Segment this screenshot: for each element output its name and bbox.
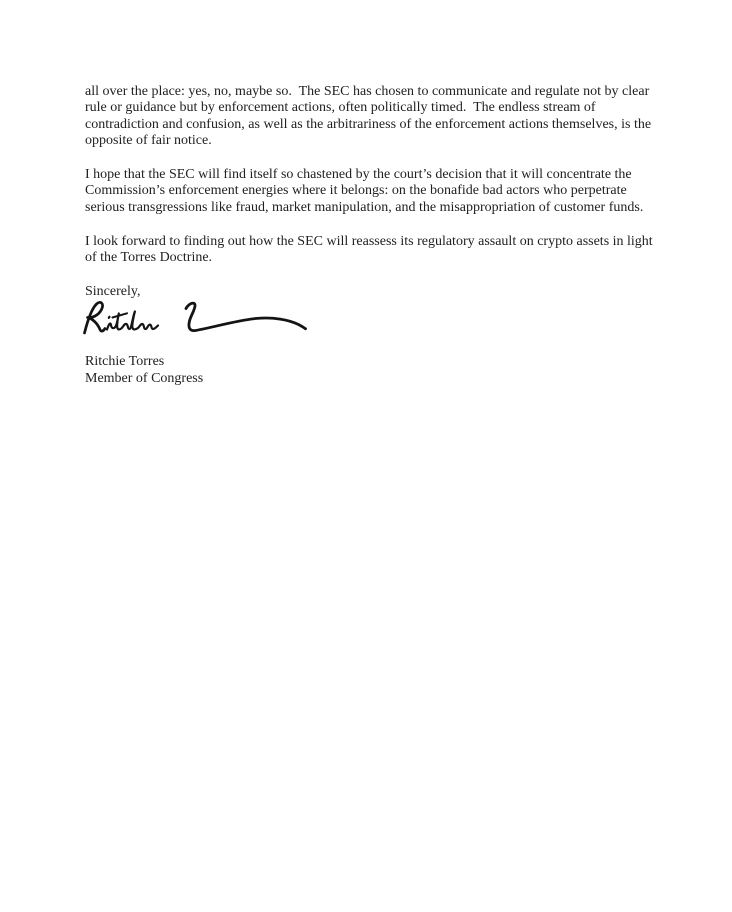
letter-closing: Sincerely, [85, 283, 141, 299]
signer-title: Member of Congress [85, 370, 204, 386]
letter-paragraph-3: I look forward to finding out how the SEC will reassess its regulatory assault on crypto assets in light of the Torres Doctrine. [85, 233, 657, 266]
letter-paragraph-1: all over the place: yes, no, maybe so. The SEC has chosen to communicate and regulate not by clear rule or guidance but by enforcement actions, often politically timed. The endless stream of contradiction and confusion, as well as the arbitrariness of the enforcement actions themselves, is the opposite of fair notice. [85, 84, 655, 149]
signer-name: Ritchie Torres [85, 354, 165, 370]
signer-block [85, 354, 663, 387]
letter-body [85, 84, 663, 387]
signature-image [85, 300, 325, 354]
letter-paragraph-2: I hope that the SEC will find itself so chastened by the court’s decision that it will concentrate the Commission’s enforcement energies where it belongs: on the bonafide bad actors who perpetrate serious transgressions like fraud, market manipulation, and the misappropriation of customer funds. [85, 167, 644, 215]
signature-ink-strokes [83, 301, 309, 343]
